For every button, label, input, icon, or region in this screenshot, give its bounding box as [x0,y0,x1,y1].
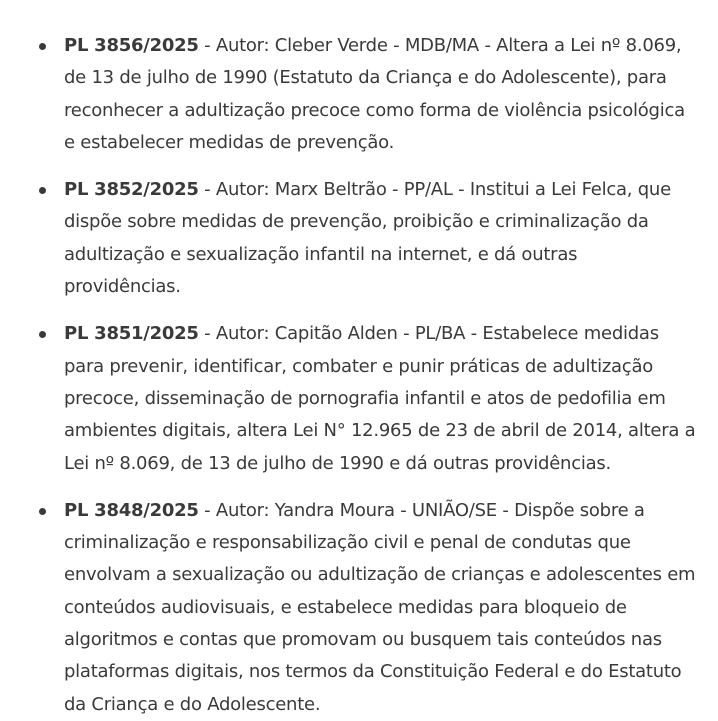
bill-number: PL 3848/2025 [64,499,199,521]
bill-number: PL 3852/2025 [64,179,199,201]
bill-description: - Autor: Yandra Moura - UNIÃO/SE - Dispõe sobre a criminalização e responsabilização civil e penal de condutas que envolvam a sexualização ou adultização de crianças e adolescentes em conteúdos audiovisuais, e estabelece medidas para bloqueio de algoritmos e contas que promovam ou busquem tais conteúdos nas plataformas digitais, nos termos da Constituição Federal e do Estatuto da Criança e do Adolescente. [64,499,696,715]
list-item [0,495,698,721]
bullet-icon [39,43,46,50]
bill-description: - Autor: Marx Beltrão - PP/AL - Institui a Lei Felca, que dispõe sobre medidas de prevenção, proibição e criminalização da adultização e sexualização infantil na internet, e dá outras providências. [64,179,671,298]
bill-description: - Autor: Cleber Verde - MDB/MA - Altera a Lei nº 8.069, de 13 de julho de 1990 (Estatuto da Criança e do Adolescente), para reconhecer a adultização precoce como forma de violência psicológica e estabelecer medidas de prevenção. [64,35,685,153]
bullet-icon [39,508,46,515]
bill-description: - Autor: Capitão Alden - PL/BA - Estabelece medidas para prevenir, identificar, combater e punir práticas de adultização precoce, disseminação de pornografia infantil e atos de pedofilia em ambientes digitais, altera Lei N° 12.965 de 23 de abril de 2014, altera a Lei nº 8.069, de 13 de julho de 1990 e dá outras providências. [64,323,696,474]
list-item [0,318,698,479]
list-item [0,174,698,303]
bullet-icon [39,187,46,194]
bill-number: PL 3856/2025 [64,35,199,56]
bullet-icon [39,331,46,338]
list-item [0,30,698,159]
bill-number: PL 3851/2025 [64,323,199,345]
